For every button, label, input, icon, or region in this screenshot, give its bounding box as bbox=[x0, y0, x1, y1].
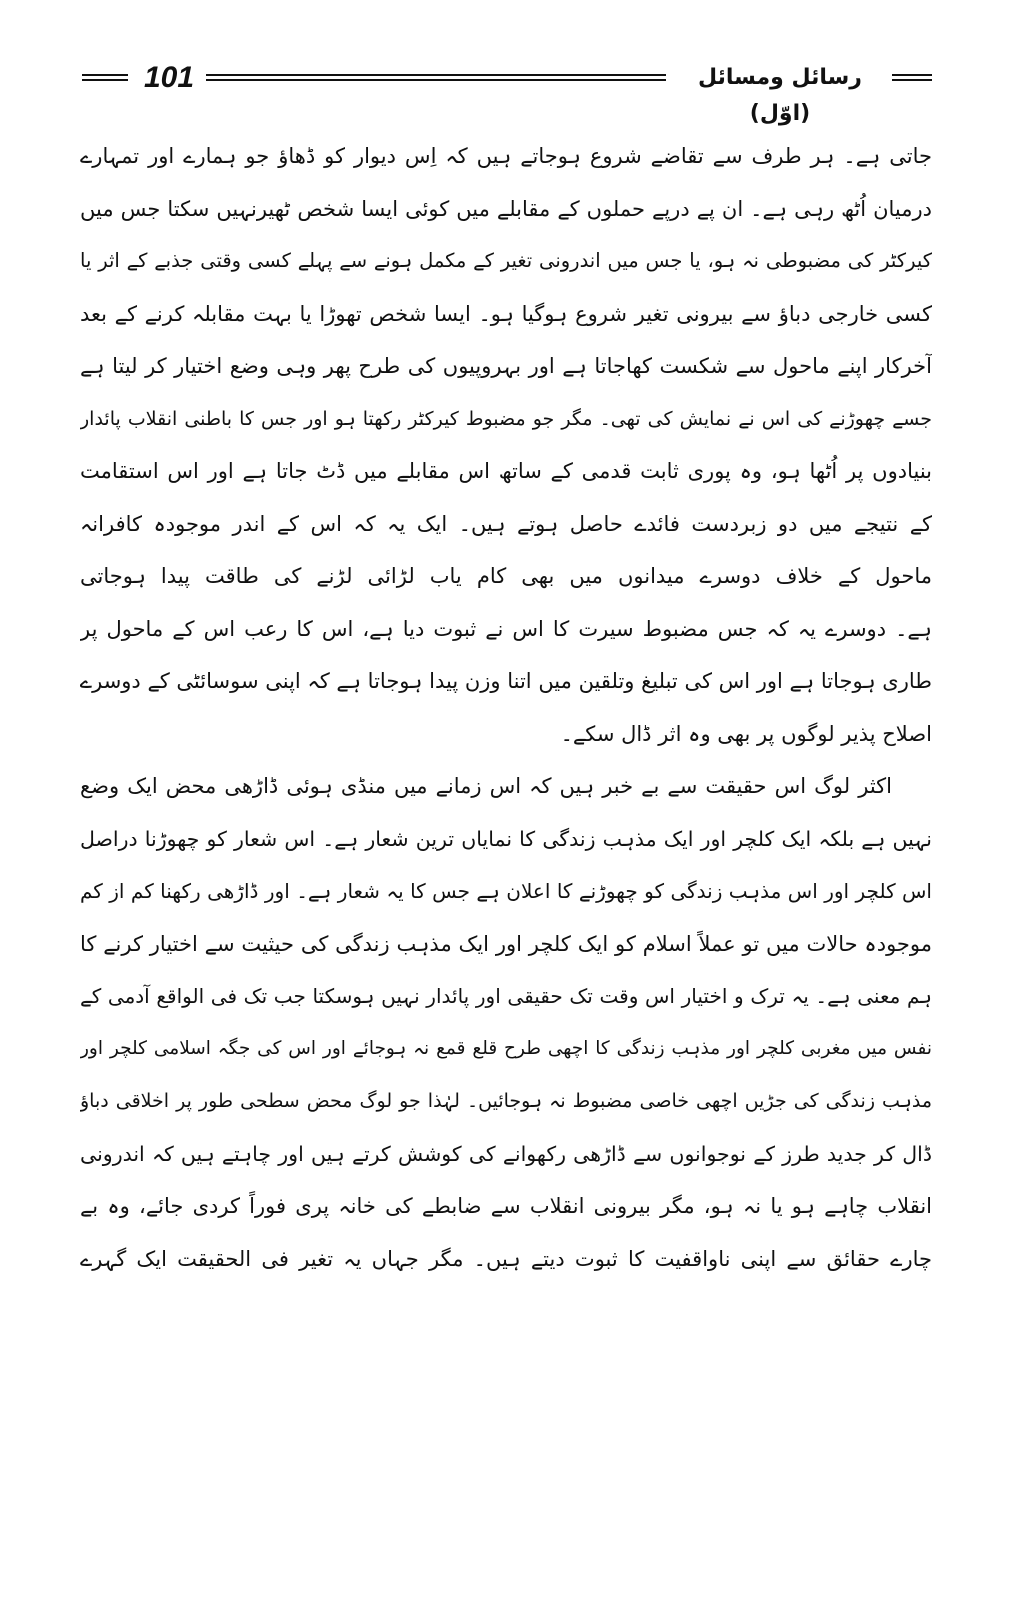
text-line: بنیادوں پر اُٹھا ہو، وہ پوری ثابت قدمی کے ساتھ اس مقابلے میں ڈٹ جاتا ہے اور اس استقامت bbox=[80, 459, 932, 483]
text-line: کسی خارجی دباؤ سے بیرونی تغیر شروع ہوگیا ہو۔ ایسا شخص تھوڑا یا بہت مقابلہ کرنے کے بعد bbox=[80, 301, 932, 326]
text-line: نہیں ہے بلکہ ایک کلچر اور ایک مذہب زندگی کا نمایاں ترین شعار ہے۔ اس شعار کو چھوڑنا دراصل bbox=[80, 826, 932, 851]
header-rule-middle bbox=[206, 74, 666, 81]
running-title: رسائل ومسائل (اوّل) bbox=[698, 65, 862, 126]
text-line: ڈال کر جدید طرز کے نوجوانوں سے ڈاڑھی رکھوانے کی کوشش کرتے ہیں اور چاہتے ہیں کہ اندرونی bbox=[80, 1141, 932, 1166]
text-line: درمیان اُٹھ رہی ہے۔ ان پے درپے حملوں کے مقابلے میں کوئی ایسا شخص ٹھیرنہیں سکتا جس میں bbox=[80, 196, 932, 221]
body-text bbox=[80, 130, 932, 1285]
text-line: ہم معنی ہے۔ یہ ترک و اختیار اس وقت تک حقیقی اور پائدار نہیں ہوسکتا جب تک فی الواقع آدمی کے bbox=[80, 984, 932, 1008]
text-line: نفس میں مغربی کلچر اور مذہب زندگی کا اچھی طرح قلع قمع نہ ہوجائے اور اس کی جگہ اسلامی کلچر اور bbox=[80, 1037, 932, 1059]
paragraph-start-line: اکثر لوگ اس حقیقت سے بے خبر ہیں کہ اس زمانے میں منڈی ہوئی ڈاڑھی محض ایک وضع bbox=[80, 774, 892, 798]
page-number: 101 bbox=[143, 61, 195, 94]
text-line: طاری ہوجاتا ہے اور اس کی تبلیغ وتلقین میں اتنا وزن پیدا ہوجاتا ہے کہ اپنی سوسائٹی کے دوسرے bbox=[80, 669, 932, 693]
text-line: کیرکٹر کی مضبوطی نہ ہو، یا جس میں اندرونی تغیر کے مکمل ہونے سے پہلے کسی وقتی جذبے کے اثر یا bbox=[80, 249, 932, 272]
page-header bbox=[82, 60, 932, 126]
text-line: کے نتیجے میں دو زبردست فائدے حاصل ہوتے ہیں۔ ایک یہ کہ اس کے اندر موجودہ کافرانہ bbox=[80, 511, 932, 536]
text-line: چارے حقائق سے اپنی ناواقفیت کا ثبوت دیتے ہیں۔ مگر جہاں یہ تغیر فی الحقیقت ایک گہرے bbox=[80, 1246, 932, 1271]
paragraph-end-line: اصلاح پذیر لوگوں پر بھی وہ اثر ڈال سکے۔ bbox=[560, 721, 932, 746]
text-line: ہے۔ دوسرے یہ کہ جس مضبوط سیرت کا اس نے ثبوت دیا ہے، اس کا رعب اس کے ماحول پر bbox=[80, 616, 932, 641]
text-line: اس کلچر اور اس مذہب زندگی کو چھوڑنے کا اعلان ہے جس کا یہ شعار ہے۔ اور ڈاڑھی رکھنا کم از کم bbox=[80, 879, 932, 903]
text-line: جاتی ہے۔ ہر طرف سے تقاضے شروع ہوجاتے ہیں کہ اِس دیوار کو ڈھاؤ جو ہمارے اور تمہارے bbox=[80, 144, 932, 168]
text-line: ماحول کے خلاف دوسرے میدانوں میں بھی کام یاب لڑائی لڑنے کی طاقت پیدا ہوجاتی bbox=[80, 564, 932, 588]
text-line: موجودہ حالات میں تو عملاً اسلام کو ایک کلچر اور ایک مذہب زندگی کی حیثیت سے اختیار کرنے کا bbox=[80, 931, 932, 956]
text-line: انقلاب چاہے ہو یا نہ ہو، مگر بیرونی انقلاب سے ضابطے کی خانہ پری فوراً کردی جائے، وہ بے bbox=[80, 1194, 932, 1218]
header-rule-right bbox=[892, 74, 932, 81]
header-rule-left bbox=[82, 74, 128, 81]
text-line: جسے چھوڑنے کی اس نے نمایش کی تھی۔ مگر جو مضبوط کیرکٹر رکھتا ہو اور جس کا باطنی انقلاب پائدار bbox=[80, 407, 932, 430]
text-line: آخرکار اپنے ماحول سے شکست کھاجاتا ہے اور بہروپیوں کی طرح پھر وہی وضع اختیار کر لیتا ہے bbox=[80, 354, 932, 378]
text-line: مذہب زندگی کی جڑیں اچھی خاصی مضبوط نہ ہوجائیں۔ لہٰذا جو لوگ محض سطحی طور پر اخلاقی دباؤ bbox=[80, 1090, 932, 1112]
